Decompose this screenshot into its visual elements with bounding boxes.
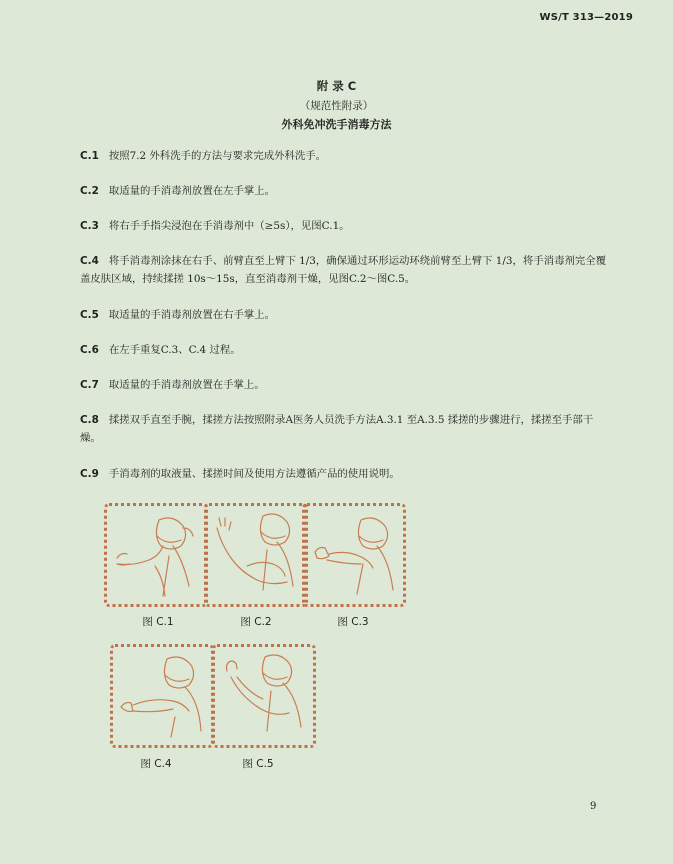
clause-text: 取适量的手消毒剂放置在手掌上。 <box>108 379 265 391</box>
figure-caption: 图 C.5 <box>242 758 274 770</box>
clause-number: C.8 <box>80 414 99 426</box>
hand-dipping-illustration <box>107 506 205 604</box>
figure-c1 <box>104 503 208 607</box>
appendix-type: （规范性附录） <box>299 100 374 112</box>
clause-text: 在左手重复C.3、C.4 过程。 <box>108 344 241 356</box>
clause-c4 <box>80 252 608 288</box>
clause-number: C.5 <box>80 309 99 321</box>
clause-c5 <box>80 306 608 324</box>
clause-number: C.1 <box>80 150 99 162</box>
clause-text: 手消毒剂的取液量、揉搓时间及使用方法遵循产品的使用说明。 <box>108 468 400 480</box>
clause-text: 将右手手指尖浸泡在手消毒剂中（≥5s），见图C.1。 <box>108 220 350 232</box>
clause-text: 取适量的手消毒剂放置在右手掌上。 <box>108 309 276 321</box>
clause-c7 <box>80 376 608 394</box>
clause-c1 <box>80 147 608 165</box>
page-number: 9 <box>590 801 597 812</box>
clause-text: 揉搓双手直至手腕，揉搓方法按照附录A医务人员洗手方法A.3.1 至A.3.5 揉搓的步骤进行，揉搓至手部干燥。 <box>80 414 594 444</box>
clause-c6 <box>80 341 608 359</box>
figure-caption: 图 C.2 <box>240 616 272 628</box>
elbow-rub-illustration <box>113 647 211 745</box>
clause-text: 按照7.2 外科洗手的方法与要求完成外科洗手。 <box>108 150 327 162</box>
figure-c3 <box>302 503 406 607</box>
standard-code: WS/T 313—2019 <box>539 12 633 23</box>
clause-number: C.4 <box>80 255 99 267</box>
clause-c3 <box>80 217 608 235</box>
figure-caption: 图 C.3 <box>337 616 369 628</box>
clause-text: 将手消毒剂涂抹在右手、前臂直至上臂下 1/3，确保通过环形运动环绕前臂至上臂下 1/3，将手消毒剂完全覆盖皮肤区域，持续揉搓 10s～15s，直至消毒剂干燥，见图C.2～图C.5。 <box>80 255 607 285</box>
clause-number: C.3 <box>80 220 99 232</box>
appendix-title: 附 录 C <box>316 79 357 93</box>
clause-c9 <box>80 465 608 483</box>
figure-c5 <box>212 644 316 748</box>
figure-caption: 图 C.4 <box>140 758 172 770</box>
appendix-name: 外科免冲洗手消毒方法 <box>281 118 392 131</box>
clause-c8 <box>80 411 608 447</box>
forearm-rub-illustration <box>207 506 305 604</box>
upper-arm-rub-illustration <box>305 506 403 604</box>
figure-caption: 图 C.1 <box>142 616 174 628</box>
clause-c2 <box>80 182 608 200</box>
figure-c2 <box>204 503 308 607</box>
clause-number: C.6 <box>80 344 99 356</box>
clause-number: C.7 <box>80 379 99 391</box>
clause-number: C.9 <box>80 468 99 480</box>
figure-c4 <box>110 644 214 748</box>
clause-number: C.2 <box>80 185 99 197</box>
raised-arm-illustration <box>215 647 313 745</box>
clause-text: 取适量的手消毒剂放置在左手掌上。 <box>108 185 276 197</box>
